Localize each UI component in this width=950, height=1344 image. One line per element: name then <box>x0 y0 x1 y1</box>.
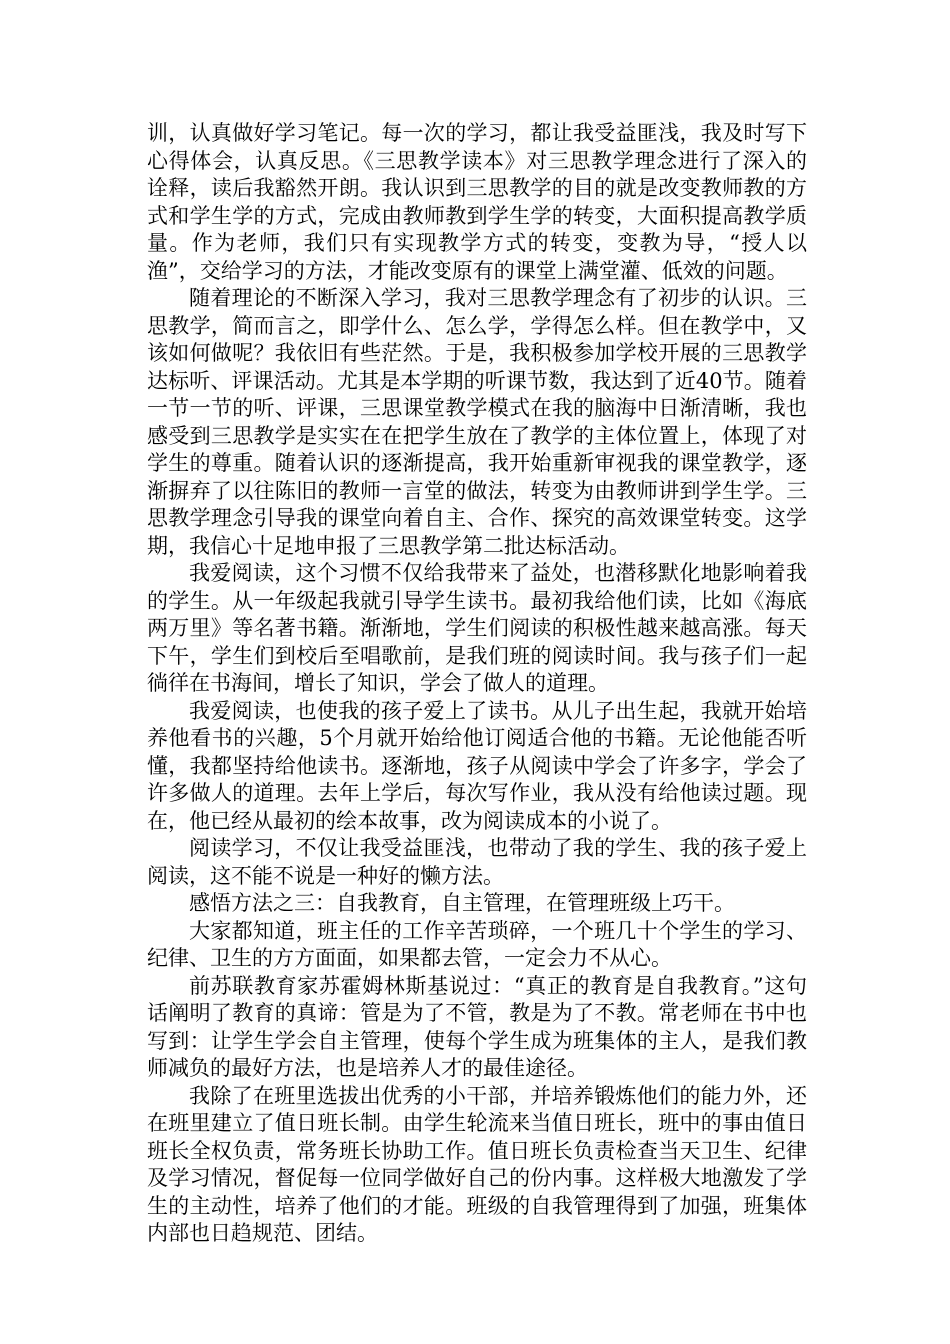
paragraph-9: 我除了在班里选拔出优秀的小干部，并培养锻炼他们的能力外，还在班里建立了值日班长制。由学生轮流来当值日班长，班中的事由值日班长全权负责，常务班长协助工作。值日班长负责检查当天卫生、纪律及学习情况，督促每一位同学做好自己的份内事。这样极大地激发了学生的主动性，培养了他们的才能。班级的自我管理得到了加强，班集体内部也日趋规范、团结。 <box>147 1083 807 1245</box>
paragraph-5: 阅读学习，不仅让我受益匪浅，也带动了我的学生、我的孩子爱上阅读，这不能不说是一种好的懒方法。 <box>147 836 807 888</box>
paragraph-4: 我爱阅读，也使我的孩子爱上了读书。从儿子出生起，我就开始培养他看书的兴趣，5个月就开始给他订阅适合他的书籍。无论他能否听懂，我都坚持给他读书。逐渐地，孩子从阅读中学会了许多字，学会了许多做人的道理。去年上学后，每次写作业，我从没有给他读过题。现在，他已经从最初的绘本故事，改为阅读成本的小说了。 <box>147 698 807 833</box>
paragraph-1: 训，认真做好学习笔记。每一次的学习，都让我受益匪浅，我及时写下心得体会，认真反思。《三思教学读本》对三思教学理念进行了深入的诠释，读后我豁然开朗。我认识到三思教学的目的就是改变教师教的方式和学生学的方式，完成由教师教到学生学的转变，大面积提高教学质量。作为老师，我们只有实现教学方式的转变，变教为导，“授人以渔”，交给学习的方法，才能改变原有的课堂上满堂灌、低效的问题。 <box>147 121 807 283</box>
paragraph-7: 大家都知道，班主任的工作辛苦琐碎，一个班几十个学生的学习、纪律、卫生的方方面面，如果都去管，一定会力不从心。 <box>147 918 807 970</box>
paragraph-6: 感悟方法之三：自我教育，自主管理，在管理班级上巧干。 <box>189 891 735 915</box>
paragraph-3: 我爱阅读，这个习惯不仅给我带来了益处，也潜移默化地影响着我的学生。从一年级起我就引导学生读书。最初我给他们读，比如《海底两万里》等名著书籍。渐渐地，学生们阅读的积极性越来越高涨。每天下午，学生们到校后至唱歌前，是我们班的阅读时间。我与孩子们一起徜徉在书海间，增长了知识，学会了做人的道理。 <box>147 561 807 695</box>
paragraph-2: 随着理论的不断深入学习，我对三思教学理念有了初步的认识。三思教学，简而言之，即学什么、怎么学，学得怎么样。但在教学中，又该如何做呢？我依旧有些茫然。于是，我积极参加学校开展的三思教学达标听、评课活动。尤其是本学期的听课节数，我达到了近40节。随着一节一节的听、评课，三思课堂教学模式在我的脑海中日渐清晰，我也感受到三思教学是实实在在把学生放在了教学的主体位置上，体现了对学生的尊重。随着认识的逐渐提高，我开始重新审视我的课堂教学，逐渐摒弃了以往陈旧的教师一言堂的做法，转变为由教师讲到学生学。三思教学理念引导我的课堂向着自主、合作、探究的高效课堂转变。这学期，我信心十足地申报了三思教学第二批达标活动。 <box>147 286 807 558</box>
document-page <box>147 120 807 1248</box>
paragraph-8: 前苏联教育家苏霍姆林斯基说过：“真正的教育是自我教育。”这句话阐明了教育的真谛：管是为了不管，教是为了不教。常老师在书中也写到：让学生学会自主管理，使每个学生成为班集体的主人，是我们教师减负的最好方法，也是培养人才的最佳途径。 <box>147 973 807 1080</box>
